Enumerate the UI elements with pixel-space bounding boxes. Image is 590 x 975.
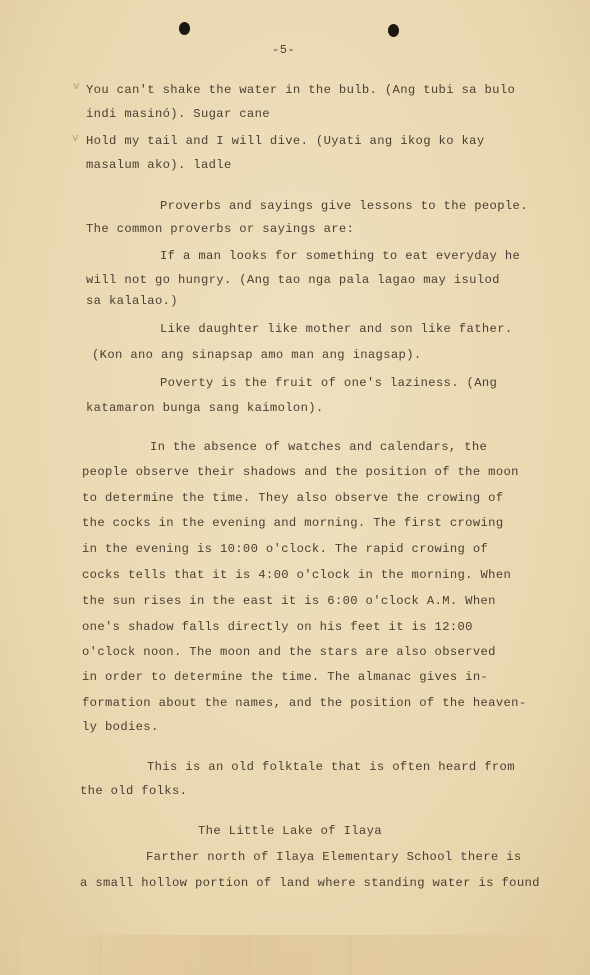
text-line: Poverty is the fruit of one's laziness. (Ang (160, 376, 498, 390)
folktale-title: The Little Lake of Ilaya (198, 824, 382, 838)
text-line: the old folks. (80, 784, 188, 798)
text-line: the sun rises in the east it is 6:00 o'clock A.M. When (82, 594, 496, 608)
text-line: to determine the time. They also observe the crowing of (82, 491, 504, 505)
text-line: indi masinó). Sugar cane (86, 107, 270, 121)
text-line: cocks tells that it is 4:00 o'clock in the morning. When (82, 568, 512, 582)
page-number: -5- (272, 43, 296, 57)
text-line: You can't shake the water in the bulb. (Ang tubi sa bulo (86, 83, 516, 97)
text-line: masalum ako). ladle (86, 158, 232, 172)
margin-mark: v (72, 133, 79, 145)
text-line: In the absence of watches and calendars, the (150, 440, 488, 454)
text-line: ly bodies. (82, 720, 159, 734)
text-line: formation about the names, and the position of the heaven- (82, 696, 527, 710)
text-line: sa kalalao.) (86, 294, 178, 308)
text-line: Proverbs and sayings give lessons to the people. (160, 199, 528, 213)
text-line: katamaron bunga sang kaimolon). (86, 401, 324, 415)
bottom-paper-strip (20, 935, 550, 975)
text-line: will not go hungry. (Ang tao nga pala lagao may isulod (86, 273, 500, 287)
punch-hole-left (179, 22, 190, 35)
text-line: in the evening is 10:00 o'clock. The rapid crowing of (82, 542, 489, 556)
text-line: in order to determine the time. The almanac gives in- (82, 670, 489, 684)
text-line: Like daughter like mother and son like father. (160, 322, 513, 336)
text-line: Hold my tail and I will dive. (Uyati ang ikog ko kay (86, 134, 485, 148)
text-line: o'clock noon. The moon and the stars are also observed (82, 645, 496, 659)
text-line: people observe their shadows and the position of the moon (82, 465, 519, 479)
text-line: The common proverbs or sayings are: (86, 222, 355, 236)
text-line: (Kon ano ang sinapsap amo man ang inagsap). (92, 348, 422, 362)
text-line: one's shadow falls directly on his feet it is 12:00 (82, 620, 473, 634)
text-line: If a man looks for something to eat everyday he (160, 249, 521, 263)
text-line: a small hollow portion of land where standing water is found (80, 876, 540, 890)
text-line: the cocks in the evening and morning. The first crowing (82, 516, 504, 530)
punch-hole-right (388, 24, 399, 37)
text-line: This is an old folktale that is often heard from (147, 760, 515, 774)
text-line: Farther north of Ilaya Elementary School there is (146, 850, 522, 864)
margin-mark: v (73, 81, 80, 93)
